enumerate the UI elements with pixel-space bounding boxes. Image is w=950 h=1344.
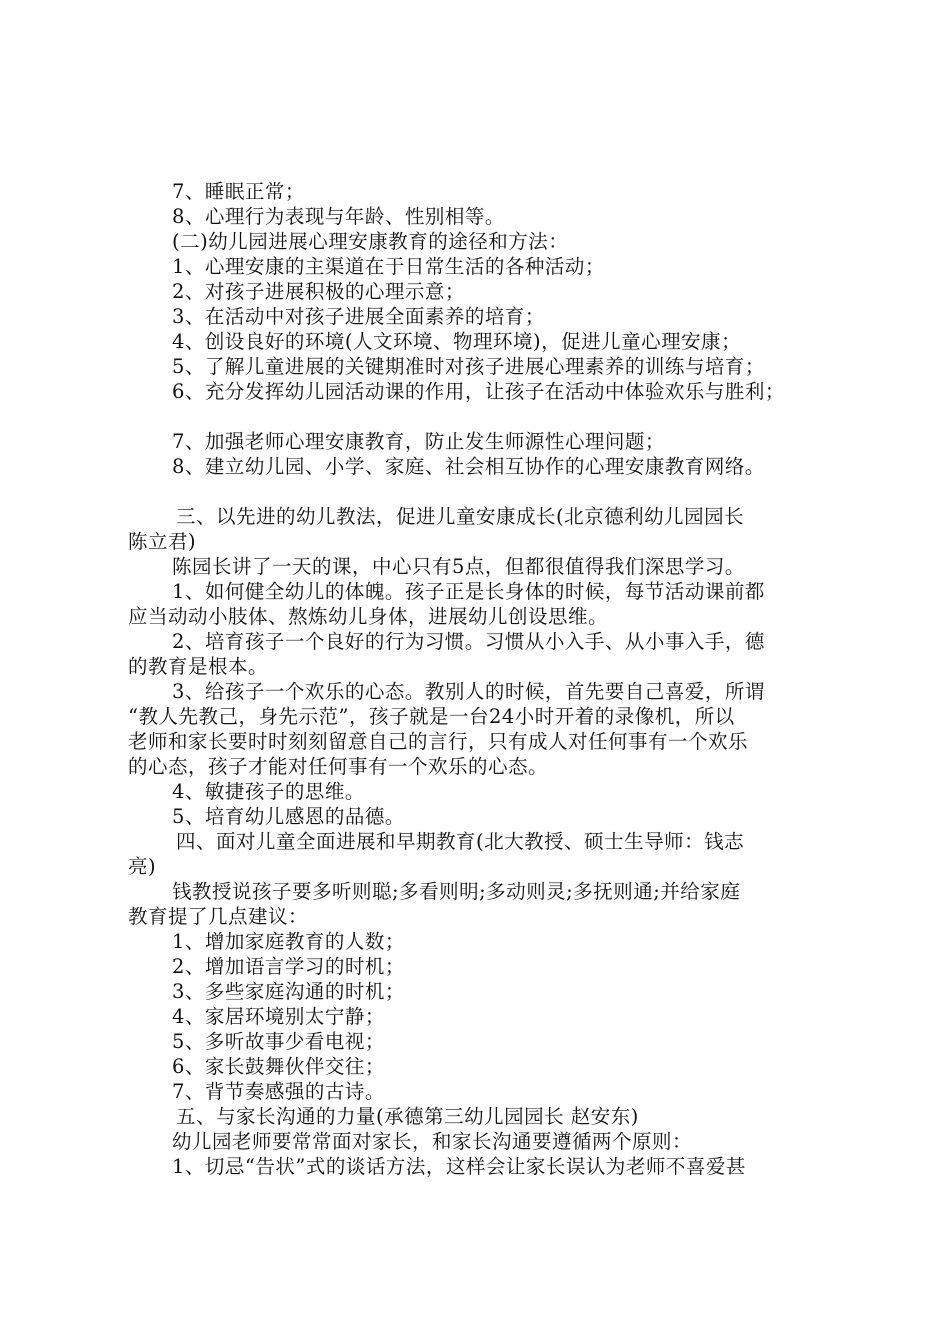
list-item: 3、给孩子一个欢乐的心态。教别人的时候，首先要自己喜爱，所谓: [172, 680, 765, 703]
paragraph: 钱教授说孩子要多听则聪;多看则明;多动则灵;多抚则通;并给家庭: [172, 880, 741, 903]
list-item-cont: 应当动动小肢体、熬炼幼儿身体，进展幼儿创设思维。: [128, 605, 609, 628]
list-item: 7、睡眠正常；: [172, 180, 305, 203]
list-item: 1、如何健全幼儿的体魄。孩子正是长身体的时候，每节活动课前都: [172, 580, 765, 603]
list-item: 8、心理行为表现与年龄、性别相等。: [172, 205, 505, 228]
list-item: 3、在活动中对孩子进展全面素养的培育；: [172, 305, 545, 328]
list-item: 2、培育孩子一个良好的行为习惯。习惯从小入手、从小事入手，德: [172, 630, 765, 653]
list-item: 3、多些家庭沟通的时机；: [172, 980, 405, 1003]
list-item: 7、背节奏感强的古诗。: [172, 1080, 385, 1103]
list-item-cont: 老师和家长要时时刻刻留意自己的言行，只有成人对任何事有一个欢乐: [128, 730, 749, 753]
list-item: 1、心理安康的主渠道在于日常生活的各种活动；: [172, 255, 605, 278]
list-item: 1、切忌“告状”式的谈话方法，这样会让家长误认为老师不喜爱甚: [172, 1155, 746, 1178]
section-heading: (二)幼儿园进展心理安康教育的途径和方法：: [172, 230, 569, 253]
list-item: 4、创设良好的环境(人文环境、物理环境)，促进儿童心理安康；: [172, 330, 742, 353]
list-item-cont: 的心态，孩子才能对任何事有一个欢乐的心态。: [128, 755, 549, 778]
paragraph: 陈园长讲了一天的课，中心只有5点，但都很值得我们深思学习。: [172, 555, 745, 578]
list-item-cont: 的教育是根本。: [128, 655, 269, 678]
list-item: 6、充分发挥幼儿园活动课的作用，让孩子在活动中体验欢乐与胜利；: [172, 380, 785, 403]
list-item: 5、培育幼儿感恩的品德。: [172, 805, 405, 828]
list-item: 7、加强老师心理安康教育，防止发生师源性心理问题；: [172, 430, 665, 453]
section-heading-cont: 亮): [128, 855, 157, 878]
list-item-cont: “教人先教己，身先示范”，孩子就是一台24小时开着的录像机，所以: [128, 705, 735, 728]
section-heading-cont: 陈立君): [128, 530, 197, 553]
list-item: 6、家长鼓舞伙伴交往；: [172, 1055, 385, 1078]
list-item: 5、了解儿童进展的关键期准时对孩子进展心理素养的训练与培育；: [172, 355, 765, 378]
list-item: 2、增加语言学习的时机；: [172, 955, 405, 978]
section-heading: 五、与家长沟通的力量(承德第三幼儿园园长 赵安东): [176, 1105, 639, 1128]
list-item: 4、家居环境别太宁静；: [172, 1005, 385, 1028]
list-item: 4、敏捷孩子的思维。: [172, 780, 365, 803]
paragraph-cont: 教育提了几点建议：: [128, 905, 309, 928]
list-item: 5、多听故事少看电视；: [172, 1030, 385, 1053]
list-item: 2、对孩子进展积极的心理示意；: [172, 280, 465, 303]
paragraph: 幼儿园老师要常常面对家长，和家长沟通要遵循两个原则：: [172, 1130, 693, 1153]
section-heading: 三、以先进的幼儿教法，促进儿童安康成长(北京德利幼儿园园长: [176, 505, 745, 528]
list-item: 8、建立幼儿园、小学、家庭、社会相互协作的心理安康教育网络。: [172, 455, 765, 478]
list-item: 1、增加家庭教育的人数；: [172, 930, 405, 953]
section-heading: 四、面对儿童全面进展和早期教育(北大教授、硕士生导师：钱志: [176, 830, 745, 853]
